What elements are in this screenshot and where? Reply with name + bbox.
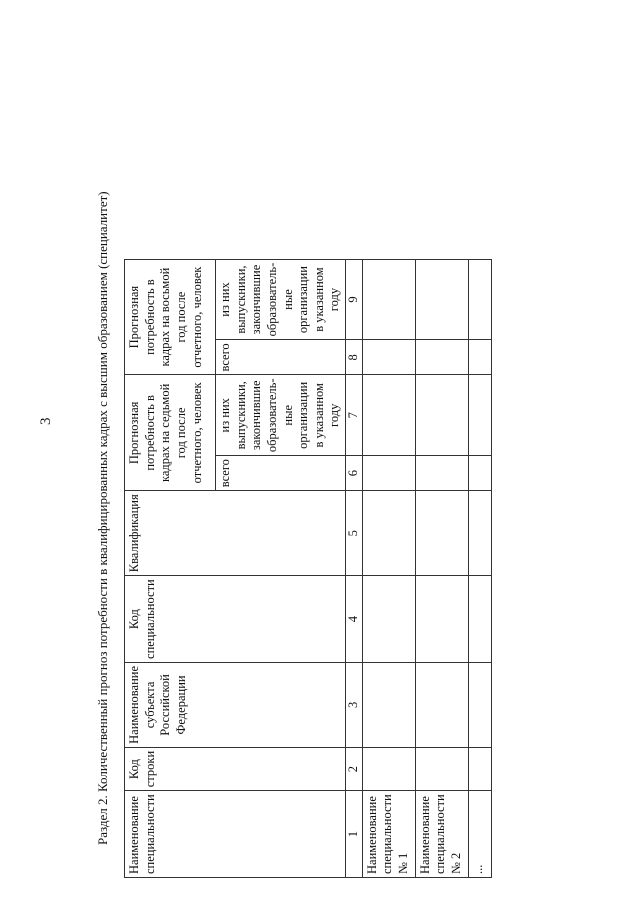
header-row-1 bbox=[125, 259, 216, 877]
row-spec-name: ... bbox=[468, 791, 491, 878]
table-row bbox=[362, 259, 415, 877]
column-number: 5 bbox=[346, 491, 363, 576]
table-cell bbox=[415, 747, 468, 790]
row-spec-name: Наименование специальности № 2 bbox=[415, 791, 468, 878]
table-cell bbox=[415, 576, 468, 663]
column-number: 6 bbox=[346, 456, 363, 491]
table-cell bbox=[362, 662, 415, 747]
table-cell bbox=[468, 259, 491, 340]
forecast-table bbox=[124, 259, 492, 878]
section-title: Раздел 2. Количественный прогноз потребности в квалифицированных кадрах с высшим образованием (специалитет) bbox=[95, 191, 110, 845]
header-graduates-7: из них выпускники, закончившие образователь- ные организации в указанном году bbox=[216, 375, 346, 456]
column-number: 9 bbox=[346, 259, 363, 340]
header-forecast-8: Прогнозная потребность в кадрах на восьмой год после отчетного, человек bbox=[125, 259, 216, 375]
table-cell bbox=[415, 662, 468, 747]
table-cell bbox=[362, 491, 415, 576]
table-cell bbox=[415, 456, 468, 491]
table-row bbox=[415, 259, 468, 877]
table-cell bbox=[362, 340, 415, 375]
table-cell bbox=[362, 375, 415, 456]
table-cell bbox=[468, 747, 491, 790]
header-spec-code: Код специальности bbox=[125, 576, 346, 663]
table-cell bbox=[415, 340, 468, 375]
table-cell bbox=[468, 340, 491, 375]
header-total-8: всего bbox=[216, 340, 346, 375]
table-cell bbox=[468, 491, 491, 576]
column-number: 7 bbox=[346, 375, 363, 456]
header-graduates-8: из них выпускники, закончившие образователь- ные организации в указанном году bbox=[216, 259, 346, 340]
page-number: 3 bbox=[38, 417, 54, 425]
column-number: 8 bbox=[346, 340, 363, 375]
table-cell bbox=[362, 259, 415, 340]
table-cell bbox=[362, 747, 415, 790]
table-cell bbox=[468, 662, 491, 747]
column-number-row bbox=[346, 259, 363, 877]
column-number: 2 bbox=[346, 747, 363, 790]
table-cell bbox=[362, 576, 415, 663]
table-cell bbox=[468, 456, 491, 491]
header-subject-name: Наименование субъекта Российской Федерации bbox=[125, 662, 346, 747]
table-cell bbox=[415, 259, 468, 340]
table-row bbox=[468, 259, 491, 877]
column-number: 1 bbox=[346, 791, 363, 878]
forecast-table-wrapper bbox=[124, 259, 492, 878]
table-cell bbox=[468, 375, 491, 456]
table-cell bbox=[468, 576, 491, 663]
header-row-code: Код строки bbox=[125, 747, 346, 790]
header-qualification: Квалификация bbox=[125, 491, 346, 576]
header-total-7: всего bbox=[216, 456, 346, 491]
column-number: 3 bbox=[346, 662, 363, 747]
table-cell bbox=[415, 491, 468, 576]
row-spec-name: Наименование специальности № 1 bbox=[362, 791, 415, 878]
header-forecast-7: Прогнозная потребность в кадрах на седьмой год после отчетного, человек bbox=[125, 375, 216, 491]
table-cell bbox=[362, 456, 415, 491]
column-number: 4 bbox=[346, 576, 363, 663]
header-spec-name: Наименование специальности bbox=[125, 791, 346, 878]
table-cell bbox=[415, 375, 468, 456]
